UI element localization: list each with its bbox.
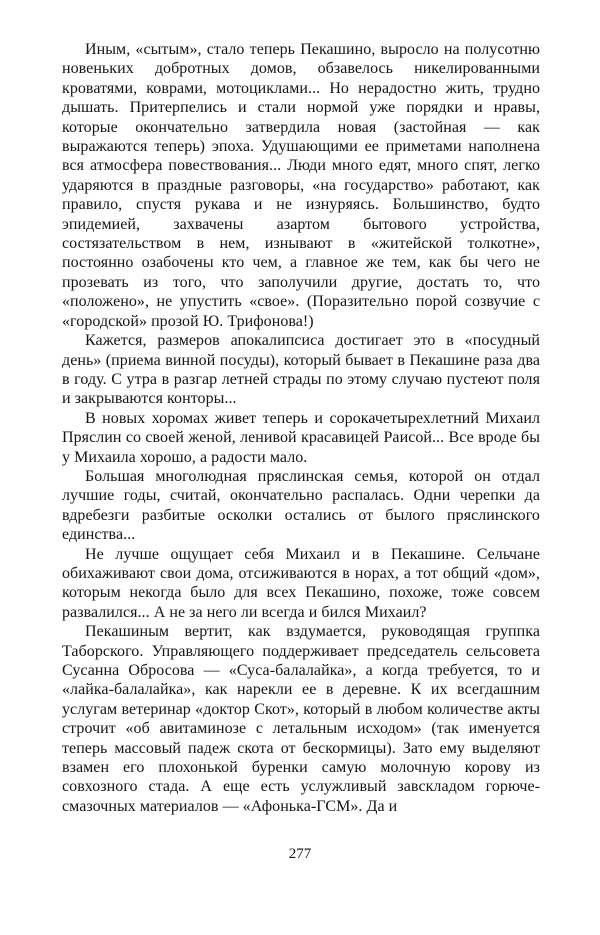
page-number: 277 xyxy=(288,846,312,862)
paragraph: Иным, «сытым», стало теперь Пекашино, выросло на полусотню новеньких добротных домов, обзавелось никелированными кроватями, коврами, мотоциклами... Но нерадостно жить, трудно дышать. Притерпелись и стали нормой уже порядки и нравы, которые окончательно затвердила новая (застойная — как выражаются теперь) эпоха. Удушающими ее приметами наполнена вся атмосфера повествования... Люди много едят, много спят, легко ударяются в праздные разговоры, «на государство» работают, как правило, спустя рукава и не изнуряясь. Большинство, будто эпидемией, захвачены азартом бытового устройства, состязательством в нем, изнывают в «житейской толкотне», постоянно озабочены кто чем, а главное же тем, как бы чего не прозевать из того, что заполучили другие, достать то, что «положено», не упустить «свое». (Поразительно порой созвучие с «городской» прозой Ю. Трифонова!) xyxy=(62,41,540,330)
paragraph: Пекашиным вертит, как вздумается, руководящая группка Таборского. Управляющего поддерживает председатель сельсовета Сусанна Обросова — «Суса-балалайка», а когда требуется, то и «лайка-балалайка», как нарекли ее в деревне. К их всегдашним услугам ветеринар «доктор Скот», который в любом количестве акты строчит «об авитаминозе с летальным исходом» (так именуется теперь массовый падеж скота от бескормицы). Зато ему выделяют взамен его плохонькой буренки самую молочную корову из совхозного стада. А еще есть услужливый завскладом горюче-смазочных материалов — «Афонька-ГСМ». Да и xyxy=(62,623,540,815)
paragraph: Не лучше ощущает себя Михаил и в Пекашине. Сельчане обихаживают свои дома, отсиживаются в норах, а тот общий «дом», которым некогда было для всех Пекашино, похоже, тоже совсем развалился... А не за него ли всегда и бился Михаил? xyxy=(62,545,540,621)
paragraph: Большая многолюдная пряслинская семья, которой он отдал лучшие годы, считай, окончательно распалась. Одни черепки да вдребезги разбитые осколки остались от былого пряслинского единства... xyxy=(62,467,540,544)
paragraph: Кажется, размеров апокалипсиса достигает это в «посудный день» (приема винной посуды), который бывает в Пекашине раза два в году. С утра в разгар летней страды по этому случаю пустеют поля и закрываются конторы... xyxy=(62,332,540,408)
paragraph: В новых хоромах живет теперь и сорокачетырехлетний Михаил Пряслин со своей женой, ленивой красавицей Раисой... Все вроде бы у Михаила хорошо, а радости мало. xyxy=(62,409,540,466)
page-text xyxy=(62,40,540,816)
